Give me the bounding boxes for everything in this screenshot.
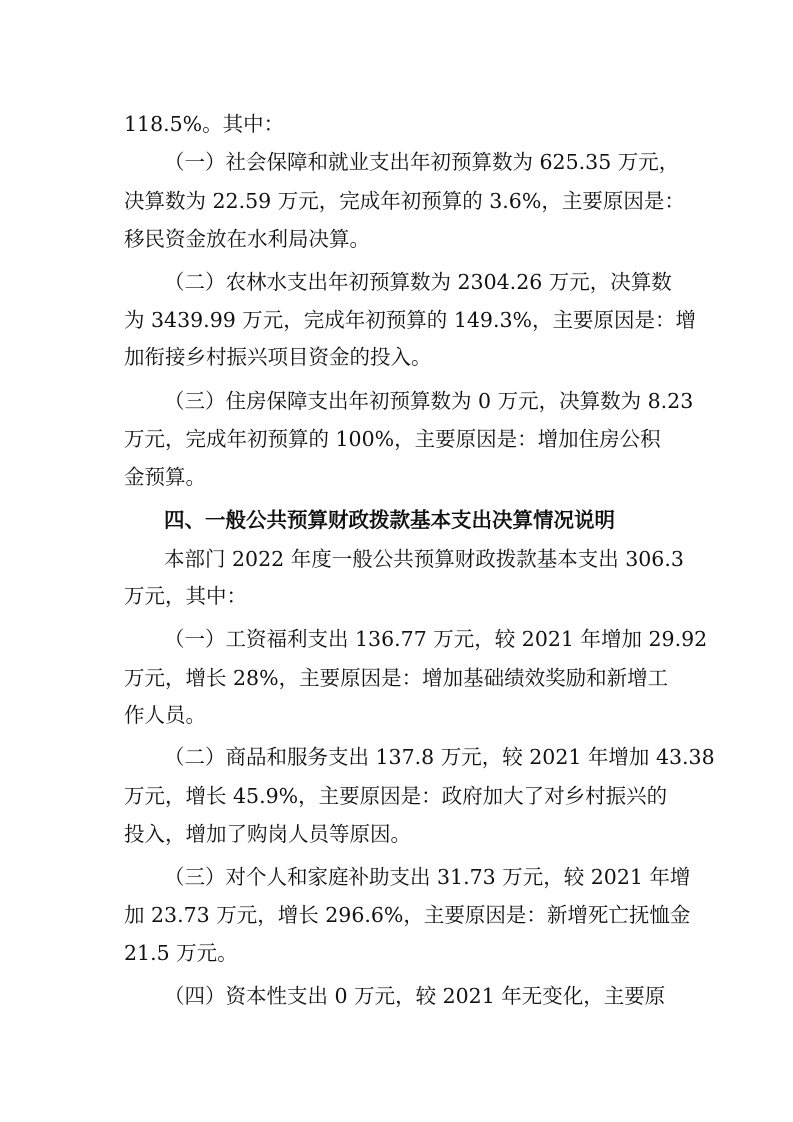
paragraph-line: 决算数为 22.59 万元，完成年初预算的 3.6%，主要原因是：: [124, 189, 685, 213]
paragraph-line: 118.5%。其中：: [124, 112, 285, 136]
paragraph-line: （四）资本性支出 0 万元，较 2021 年无变化，主要原: [164, 984, 666, 1008]
paragraph-line: 金预算。: [124, 465, 206, 489]
paragraph-line: （一）工资福利支出 136.77 万元，较 2021 年增加 29.92: [164, 627, 708, 651]
paragraph-line: 加 23.73 万元，增长 296.6%，主要原因是：新增死亡抚恤金: [124, 903, 691, 927]
paragraph-line: （三）住房保障支出年初预算数为 0 万元，决算数为 8.23: [164, 389, 694, 413]
paragraph-line: 为 3439.99 万元，完成年初预算的 149.3%，主要原因是：增: [124, 308, 696, 332]
paragraph-line: 万元，其中：: [124, 584, 247, 608]
section-heading: 四、一般公共预算财政拨款基本支出决算情况说明: [164, 508, 615, 532]
paragraph-line: （二）商品和服务支出 137.8 万元，较 2021 年增加 43.38: [164, 745, 715, 769]
paragraph-line: 投入，增加了购岗人员等原因。: [124, 822, 411, 846]
paragraph-line: 加衔接乡村振兴项目资金的投入。: [124, 345, 432, 369]
paragraph-line: 作人员。: [124, 703, 206, 727]
paragraph-line: 万元，增长 28%，主要原因是：增加基础绩效奖励和新增工: [124, 666, 669, 690]
paragraph-line: 万元，增长 45.9%，主要原因是：政府加大了对乡村振兴的: [124, 784, 668, 808]
paragraph-line: 21.5 万元。: [124, 941, 238, 965]
paragraph-line: （二）农林水支出年初预算数为 2304.26 万元，决算数: [164, 270, 672, 294]
paragraph-line: （三）对个人和家庭补助支出 31.73 万元，较 2021 年增: [164, 865, 691, 889]
paragraph-line: 本部门 2022 年度一般公共预算财政拨款基本支出 306.3: [164, 547, 684, 571]
paragraph-line: （一）社会保障和就业支出年初预算数为 625.35 万元，: [164, 150, 680, 174]
paragraph-line: 移民资金放在水利局决算。: [124, 227, 370, 251]
paragraph-line: 万元，完成年初预算的 100%，主要原因是：增加住房公积: [124, 427, 661, 451]
